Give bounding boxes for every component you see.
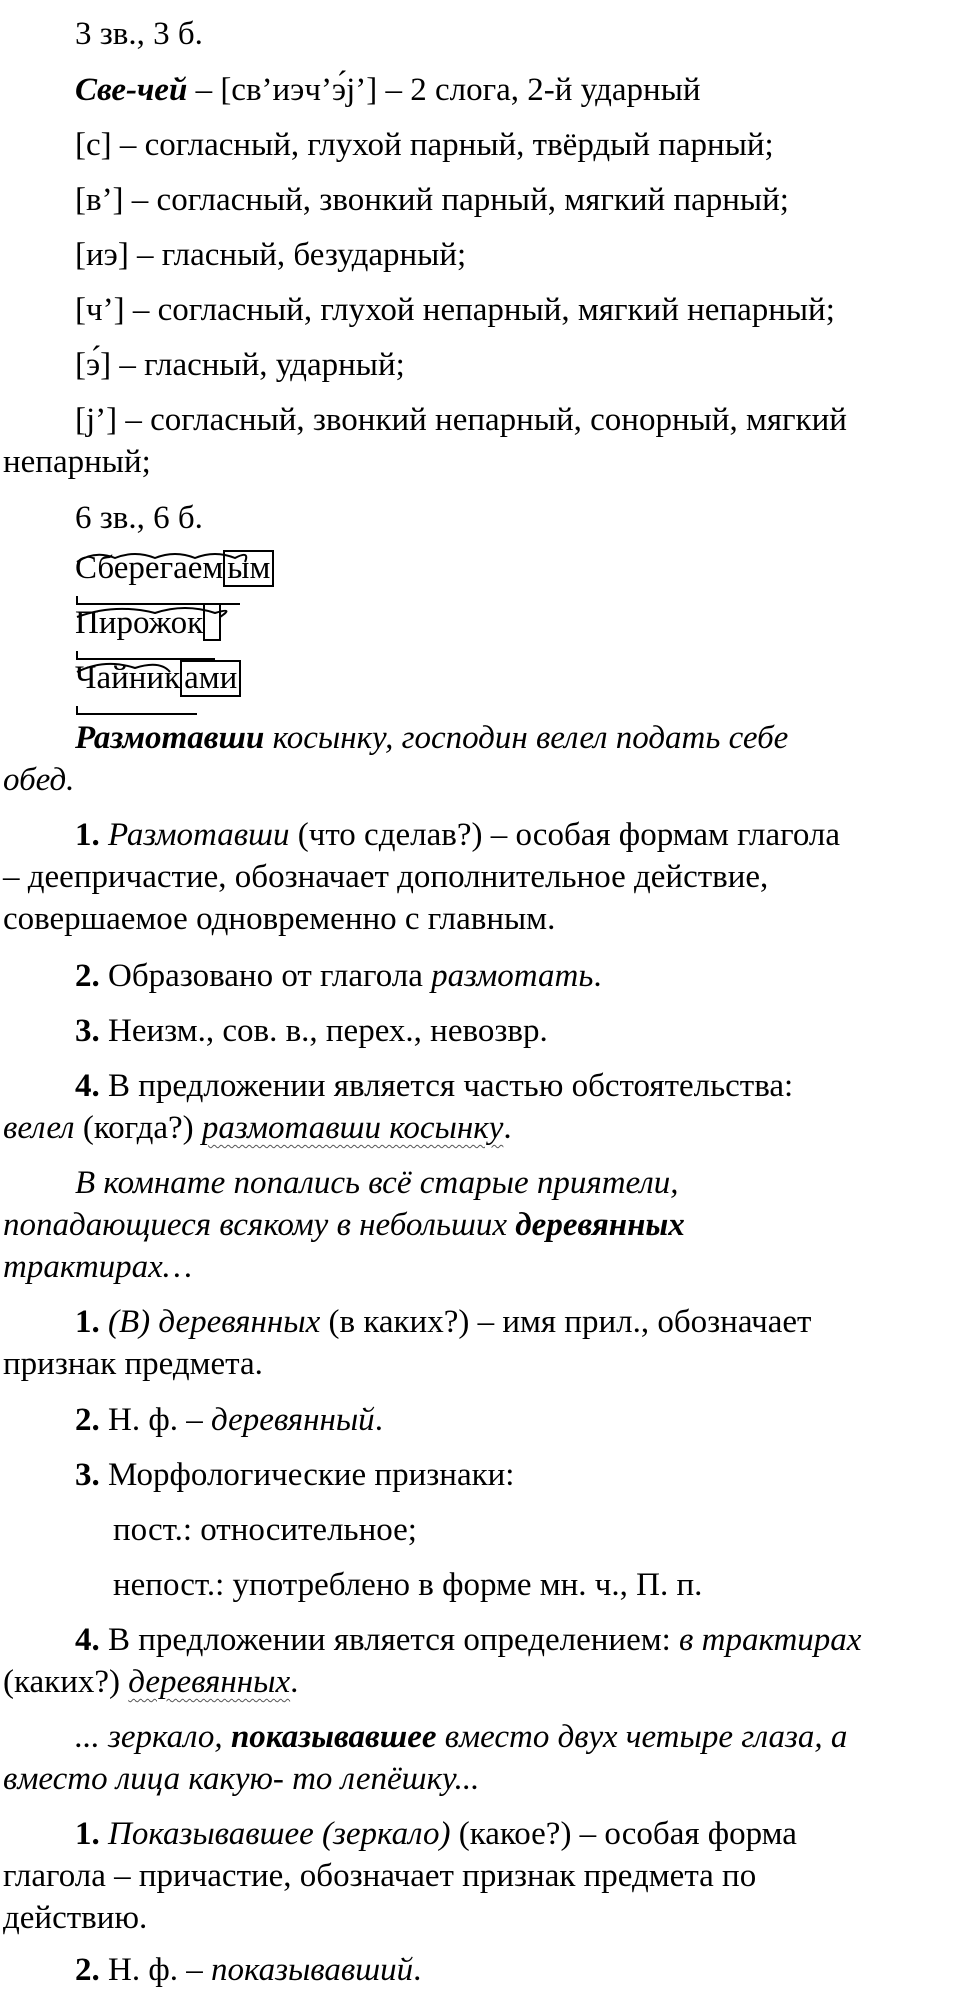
sentence-2-line-2: попадающиеся всякому в небольших деревянных [3,1207,685,1243]
transcription-text: – [св’иэч’э́j’] – 2 слога, 2-й ударный [187,72,701,108]
analyzed-word: Све-чей [75,72,188,108]
morpheme-ending-1: ым [223,550,274,587]
sentence-2-key-word: деревянных [515,1207,685,1243]
s3-point-2: 2. Н. ф. – показывавший. [75,1952,422,1988]
attribute-underlined: деревянных [128,1664,291,1700]
sentence-3-line-1: ... зеркало, показывавшее вместо двух четыре глаза, а [75,1719,848,1755]
morpheme-word-1 [75,548,274,589]
s2-point-4: 4. В предложении является определением: в трактирах [75,1622,862,1658]
s3-point-1-line-3: действию. [3,1900,148,1936]
s2-point-4-line-2: (каких?) деревянных. [3,1664,299,1700]
sound-line-s: [с] – согласный, глухой парный, твёрдый парный; [75,127,774,163]
s1-point-1-line-2: – деепричастие, обозначает дополнительное действие, [3,859,769,895]
s3-point-1-line-2: глагола – причастие, обозначает признак предмета по [3,1858,757,1894]
sound-count-line: 3 зв., 3 б. [75,16,203,52]
s1-point-4: 4. В предложении является частью обстоятельства: [75,1068,794,1104]
sentence-1-key-word: Размотавши [75,720,265,756]
sound-line-j-cont: непарный; [3,444,151,480]
morpheme-stem-2: Пирожок [75,605,204,641]
s2-point-3-const: пост.: относительное; [113,1512,417,1548]
transcription-line [75,70,701,111]
morpheme-stem-3: Чайник [75,660,181,696]
morpheme-ending-3: ами [180,660,241,697]
sound-line-j: [j’] – согласный, звонкий непарный, сонорный, мягкий [75,402,847,438]
s1-point-2: 2. Образовано от глагола размотать. [75,958,602,994]
s2-point-3: 3. Морфологические признаки: [75,1457,515,1493]
sentence-1-line-1: Размотавши косынку, господин велел подать себе [75,720,789,756]
morpheme-word-3 [75,658,241,699]
sentence-3-line-2: вместо лица какую- то лепёшку... [3,1761,480,1797]
morpheme-word-2 [75,603,221,644]
s2-point-1-line-2: признак предмета. [3,1346,263,1382]
s1-point-4-line-2: велел (когда?) размотавши косынку. [3,1110,512,1146]
sentence-2-line-1: В комнате попались всё старые приятели, [75,1165,679,1201]
s1-point-1: 1. Размотавши (что сделав?) – особая формам глагола [75,817,840,853]
sound-line-i: [иэ] – гласный, безударный; [75,237,467,273]
sound-line-v: [в’] – согласный, звонкий парный, мягкий парный; [75,182,789,218]
s2-point-2: 2. Н. ф. – деревянный. [75,1402,383,1438]
sound-line-e: [э́] – гласный, ударный; [75,347,405,383]
s3-point-1: 1. Показывавшее (зеркало) (какое?) – особая форма [75,1816,797,1852]
adverbial-underlined: размотавши косынку [201,1110,504,1146]
sentence-1-line-2: обед. [3,762,75,798]
sound-line-ch: [ч’] – согласный, глухой непарный, мягкий непарный; [75,292,835,328]
sound-count-line-2: 6 зв., 6 б. [75,500,203,536]
sentence-2-line-3: трактирах… [3,1249,193,1285]
s2-point-3-nonconst: непост.: употреблено в форме мн. ч., П. п. [113,1567,703,1603]
sentence-3-key-word: показывавшее [230,1719,437,1755]
s1-point-1-line-3: совершаемое одновременно с главным. [3,901,556,937]
s2-point-1: 1. (В) деревянных (в каких?) – имя прил., обозначает [75,1304,812,1340]
s1-point-3: 3. Неизм., сов. в., перех., невозвр. [75,1013,548,1049]
morpheme-stem-1: Сберегаем [75,550,224,586]
